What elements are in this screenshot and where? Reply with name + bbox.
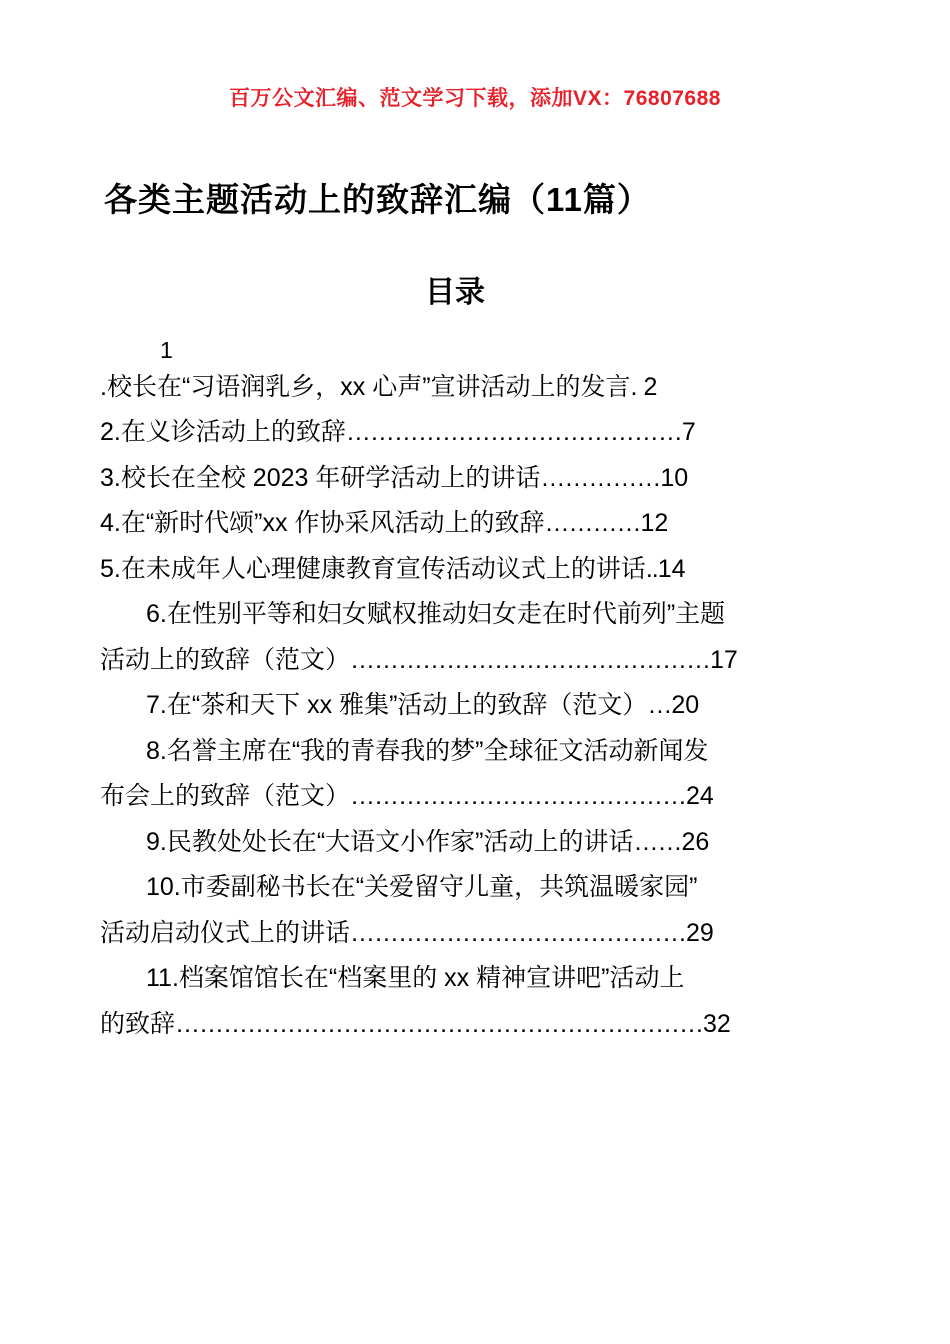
- toc-entry-text-cont: 的致辞: [100, 1009, 176, 1038]
- toc-leader-dots: ……………………………………: [345, 418, 682, 447]
- toc-page-number: 26: [681, 827, 710, 856]
- toc-entry-text: 5.在未成年人心理健康教育宣传活动议式上的讲话: [100, 554, 646, 583]
- toc-page-number: 2: [643, 372, 658, 401]
- toc-entry-text: .校长在“习语润乳乡，xx 心声”宣讲活动上的发言.: [100, 372, 638, 401]
- toc-page-number: 14: [657, 554, 686, 583]
- toc-heading: 目录: [425, 276, 485, 309]
- toc-entry-text-cont: 活动启动仪式上的讲话: [100, 918, 351, 947]
- toc-leader-dots: ..: [645, 554, 658, 583]
- toc-entry-text: 10.市委副秘书长在“关爱留守儿童，共筑温暖家园”: [146, 873, 698, 902]
- toc-entry[interactable]: [100, 410, 850, 456]
- toc-entry[interactable]: [100, 956, 850, 1047]
- toc-entry-text: 2.在义诊活动上的致辞: [100, 418, 346, 447]
- toc-entry-text: 4.在“新时代颂”xx 作协采风活动上的致辞: [100, 509, 545, 538]
- toc-entry-text: 7.在“茶和天下 xx 雅集”活动上的致辞（范文）: [146, 691, 648, 720]
- toc-entry[interactable]: [100, 865, 850, 956]
- toc-page-number: 29: [686, 918, 714, 947]
- toc-entry-text: 3.校长在全校 2023 年研学活动上的讲话: [100, 463, 541, 492]
- toc-leader-dots: …………: [544, 509, 641, 538]
- toc-leader-dots: ……………: [540, 463, 661, 492]
- toc-page-number: 20: [671, 691, 700, 720]
- toc-entry[interactable]: [100, 456, 850, 502]
- toc-entry-text-cont: 活动上的致辞（范文）: [100, 645, 351, 674]
- toc-page-number: 17: [710, 645, 738, 674]
- table-of-contents: [100, 337, 850, 1047]
- toc-leader-dots: …………………………………………………………: [175, 1009, 704, 1038]
- toc-page-number: 7: [681, 418, 696, 447]
- page-title: 各类主题活动上的致辞汇编（11篇）: [104, 181, 651, 218]
- toc-entry[interactable]: [100, 729, 850, 820]
- toc-page-number: 32: [703, 1009, 731, 1038]
- toc-leader-dots: ……………………………………: [350, 782, 687, 811]
- toc-entry[interactable]: [100, 365, 850, 411]
- toc-entry[interactable]: [100, 592, 850, 683]
- toc-page-number: 12: [640, 509, 669, 538]
- toc-entry[interactable]: [100, 547, 850, 593]
- watermark-text: 百万公文汇编、范文学习下载，添加VX：76807688: [229, 87, 721, 110]
- toc-entry-text: 6.在性别平等和妇女赋权推动妇女走在时代前列”主题: [146, 600, 726, 629]
- toc-leader-dots: …: [647, 691, 672, 720]
- toc-page-number: 10: [660, 463, 689, 492]
- toc-leader-dots: ……: [633, 827, 682, 856]
- toc-page-number: 24: [686, 782, 714, 811]
- toc-entry-text: 9.民教处处长在“大语文小作家”活动上的讲话: [146, 827, 634, 856]
- toc-entry-text-cont: 布会上的致辞（范文）: [100, 782, 351, 811]
- toc-entry[interactable]: [100, 820, 850, 866]
- toc-entry-text: 11.档案馆馆长在“档案里的 xx 精神宣讲吧”活动上: [146, 964, 685, 993]
- toc-entry[interactable]: [100, 501, 850, 547]
- toc-entry-text: 8.名誉主席在“我的青春我的梦”全球征文活动新闻发: [146, 736, 709, 765]
- toc-entry[interactable]: [100, 683, 850, 729]
- toc-leader-dots: ………………………………………: [350, 645, 711, 674]
- toc-leader-dots: ……………………………………: [350, 918, 687, 947]
- toc-first-number: 1: [160, 337, 173, 363]
